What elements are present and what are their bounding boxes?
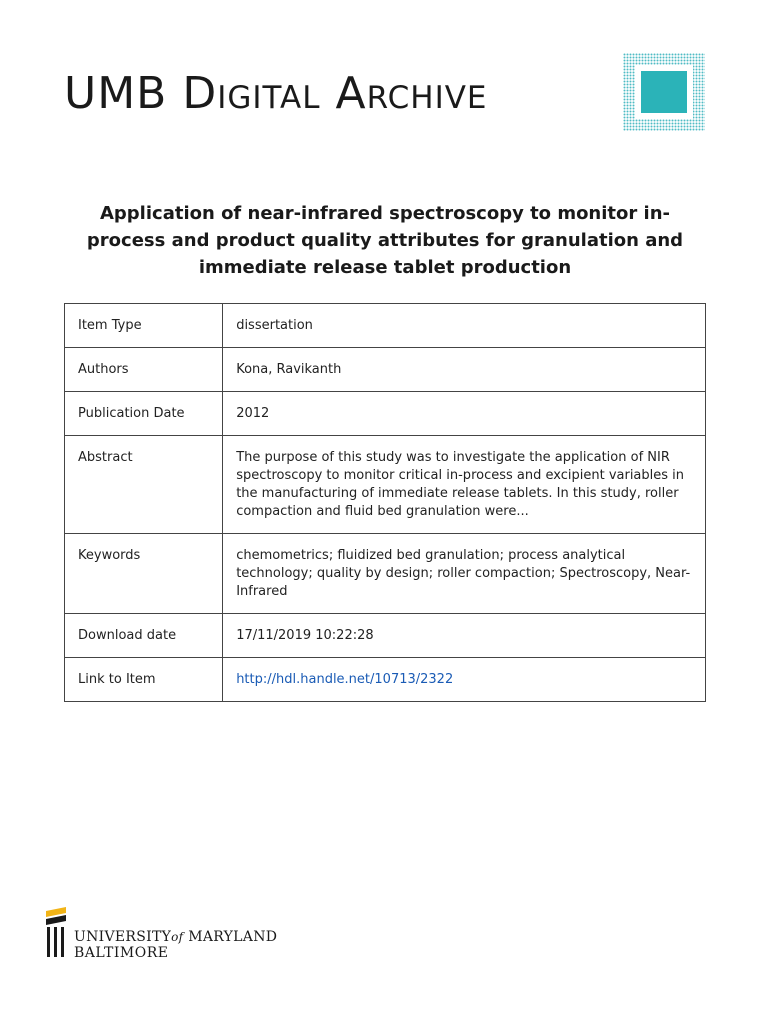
document-title: Application of near-infrared spectroscopy to monitor in-process and product quality attributes for granulation and immediate release tablet production — [86, 203, 684, 278]
item-handle-link[interactable]: http://hdl.handle.net/10713/2322 — [236, 672, 454, 687]
university-name-line-2: BALTIMORE — [74, 945, 169, 961]
table-row — [65, 392, 706, 436]
item-type-value: dissertation — [223, 304, 706, 348]
keywords-label: Keywords — [65, 534, 223, 614]
archive-header — [64, 58, 714, 138]
keywords-value: chemometrics; fluidized bed granulation; process analytical technology; quality by design; roller compaction; Spectroscopy, Near-Infrared — [223, 534, 706, 614]
table-row — [65, 614, 706, 658]
university-word: UNIVERSITY — [74, 929, 172, 945]
umb-shield-icon — [44, 905, 68, 961]
umb-digital-archive-logo-text — [64, 64, 488, 124]
table-row — [65, 436, 706, 534]
authors-value: Kona, Ravikanth — [223, 348, 706, 392]
university-name-line-1 — [74, 929, 277, 945]
archive-logo-icon — [623, 53, 705, 131]
download-date-label: Download date — [65, 614, 223, 658]
university-footer — [44, 905, 304, 965]
link-to-item-label: Link to Item — [65, 658, 223, 702]
table-row — [65, 304, 706, 348]
maryland-word: MARYLAND — [183, 929, 278, 945]
abstract-value: The purpose of this study was to investigate the application of NIR spectroscopy to monitor critical in-process and excipient variables in the manufacturing of immediate release tablets. In this study, roller compaction and fluid bed granulation were... — [223, 436, 706, 534]
publication-date-label: Publication Date — [65, 392, 223, 436]
publication-date-value: 2012 — [223, 392, 706, 436]
of-word: of — [171, 930, 184, 944]
table-row — [65, 348, 706, 392]
metadata-table — [64, 303, 706, 702]
link-to-item-value — [223, 658, 706, 702]
download-date-value: 17/11/2019 10:22:28 — [223, 614, 706, 658]
authors-label: Authors — [65, 348, 223, 392]
logo-text-umb: UMB — [64, 68, 183, 119]
logo-text-digital-archive: Digital Archive — [182, 68, 488, 119]
table-row — [65, 658, 706, 702]
item-type-label: Item Type — [65, 304, 223, 348]
table-row — [65, 534, 706, 614]
abstract-label: Abstract — [65, 436, 223, 534]
